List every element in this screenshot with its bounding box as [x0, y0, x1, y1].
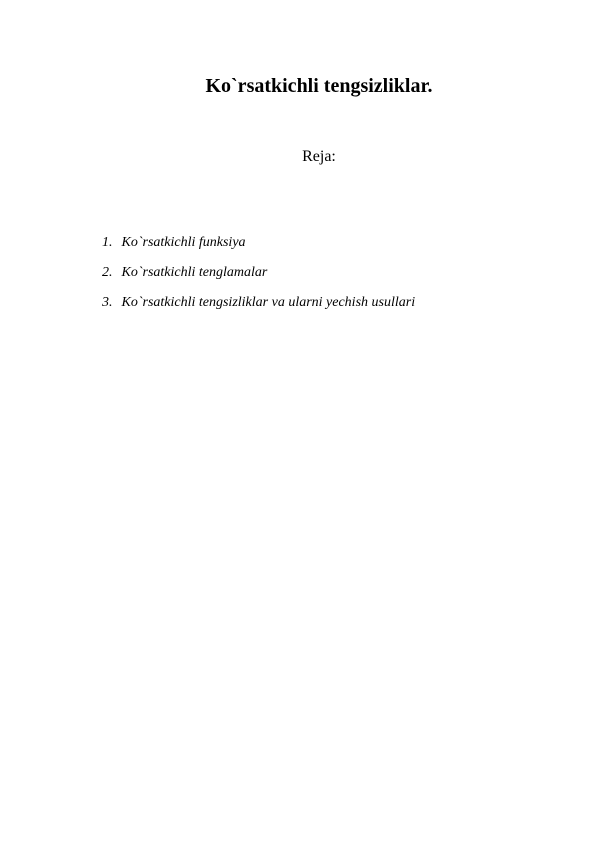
list-item: [102, 294, 415, 312]
list-item-text: Ko`rsatkichli tenglamalar: [121, 265, 268, 280]
plan-list: [102, 234, 415, 324]
list-item: [102, 264, 415, 282]
plan-heading: Reja:: [302, 148, 336, 165]
list-item: [102, 234, 415, 252]
list-item-text: Ko`rsatkichli funksiya: [121, 235, 246, 250]
list-item-text: Ko`rsatkichli tengsizliklar va ularni yechish usullari: [121, 295, 416, 310]
list-item-number: 3.: [102, 295, 113, 310]
list-item-number: 1.: [102, 235, 113, 250]
list-item-number: 2.: [102, 265, 113, 280]
page-title: Ko`rsatkichli tengsizliklar.: [205, 75, 433, 98]
